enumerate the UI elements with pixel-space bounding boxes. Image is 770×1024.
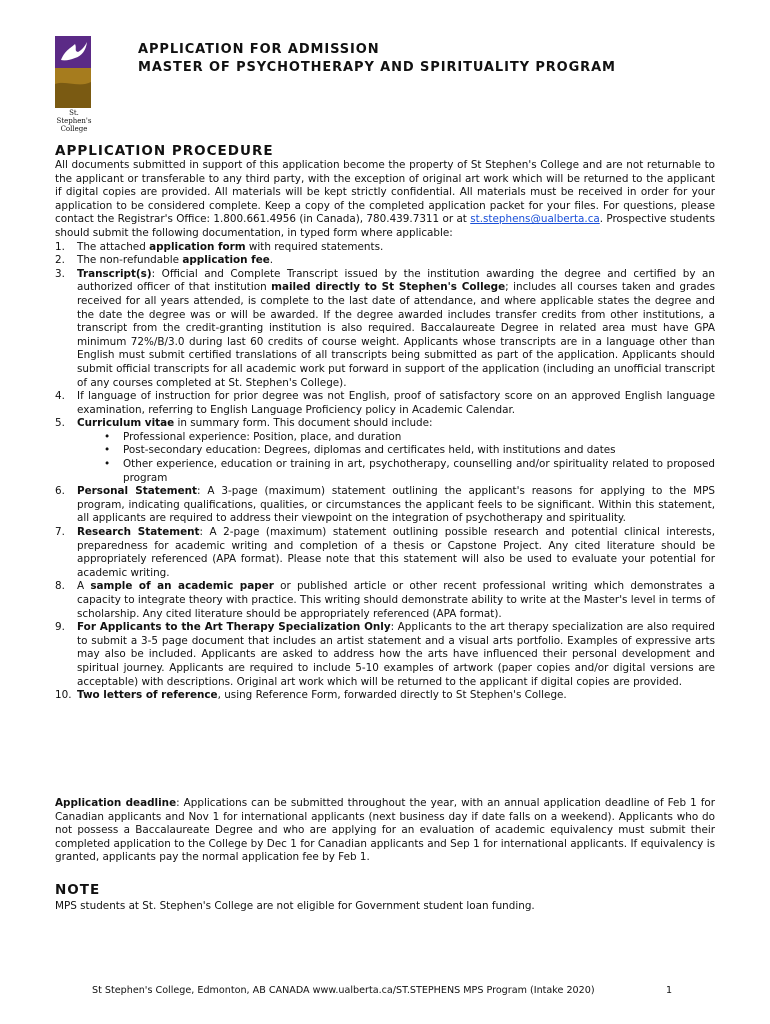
- list-item: 8. A sample of an academic paper or published article or other recent professional writing which demonstrates a capacity to integrate theory with practice. This writing should demonstrate ability to write at the Master's level in terms of scholarship. Any cited literature should be appropriately referenced (APA format).: [55, 580, 715, 620]
- list-item: 4. If language of instruction for prior degree was not English, proof of satisfactory score on an approved English language examination, referring to English Language Proficiency policy in Academic Calendar.: [55, 390, 715, 416]
- procedure-intro: All documents submitted in support of this application become the property of St Stephen's College and are not returnable to the applicant or transferable to any third party, with the exception of original art work which will be returned to the applicant if digital copies are provided. All materials will be kept strictly confidential. All materials must be received in order for your application to be considered complete. Keep a copy of the completed application packet for your files. For questions, please contact the Registrar's Office: 1.800.661.4956 (in Canada), 780.439.7311 or at st.stephens@ualberta.ca. Prospective students should submit the following documentation, in typed form where applicable:: [55, 159, 715, 239]
- deadline-label: Application deadline: [55, 797, 177, 809]
- cv-bullet: • Other experience, education or training in art, psychotherapy, counselling and/or spirituality related to proposed program: [77, 458, 715, 485]
- note-heading: NOTE: [55, 882, 101, 898]
- cv-bullet: • Post-secondary education: Degrees, diplomas and certificates held, with institutions and dates: [77, 444, 715, 458]
- deadline-paragraph: Application deadline: Applications can be submitted throughout the year, with an annual application deadline of Feb 1 for Canadian applicants and Nov 1 for international applicants (next business day if date falls on a weekend). Applicants who do not possess a Baccalaureate Degree and who are applying for an evaluation of academic equivalency must submit their completed application to the College by Dec 1 for Canadian applicants and Sep 1 for international applicants. If equivalency is granted, applicants pay the normal application fee by Feb 1.: [55, 797, 715, 864]
- page-footer: [92, 985, 692, 996]
- cv-bullet: • Professional experience: Position, place, and duration: [77, 431, 715, 445]
- college-logo: [55, 36, 93, 133]
- procedure-body: [55, 159, 715, 703]
- footer-text: St Stephen's College, Edmonton, AB CANADA www.ualberta.ca/ST.STEPHENS MPS Program (Intake 2020): [92, 985, 595, 996]
- list-item: 2. The non-refundable application fee.: [55, 254, 274, 267]
- list-item: 5. Curriculum vitae in summary form. This document should include: • Professional experience: Position, place, and duration • Post-secondary education: Degrees, diplomas and certificates held, with institutions and dates • Other experience, education or training in art, psychotherapy, counselling and/or spirituality related to proposed program: [55, 417, 715, 485]
- college-wordmark: St. Stephen's College: [56, 109, 92, 133]
- list-item: 10. Two letters of reference, using Reference Form, forwarded directly to St Stephen's College.: [55, 689, 567, 702]
- list-item: 3. Transcript(s): Official and Complete Transcript issued by the institution awarding the degree and certified by an authorized officer of that institution mailed directly to St Stephen's College; includes all courses taken and grades received for all years attended, is complete to the last date of attendance, and where applicable states the degree and the date the degree was or will be awarded. If the degree awarded includes transfer credits from other institutions, a transcript from the credit-granting institution is also required. Baccalaureate Degree in related area must have GPA minimum 72%/B/3.0 during last 60 credits of course weight. Applicants whose transcripts are in a language other than English must submit certified translations of all transcripts being submitted as part of the application. Applicants should submit official transcripts for all academic work put forward in support of the application (including an unofficial transcript of any courses completed at St. Stephen's College).: [55, 267, 715, 389]
- header-program: MASTER OF PSYCHOTHERAPY AND SPIRITUALITY PROGRAM: [138, 60, 616, 75]
- note-text: MPS students at St. Stephen's College are not eligible for Government student loan funding.: [55, 900, 535, 912]
- dove-logo-icon: [55, 36, 91, 108]
- list-item: 7. Research Statement: A 2-page (maximum) statement outlining possible research and potential clinical interests, preparedness for academic writing and completion of a thesis or Capstone Project. Any cited literature should be appropriately referenced (APA format). Please note that this statement will also be used to evaluate your potential for academic writing.: [55, 526, 715, 579]
- requirements-list: [55, 241, 715, 703]
- list-item: 6. Personal Statement: A 3-page (maximum) statement outlining the applicant's reasons for applying to the MPS program, indicating qualifications, qualities, or circumstances the applicant feels to be significant. Within this statement, all applicants are required to address their viewpoint on the integration of psychotherapy and spirituality.: [55, 485, 715, 525]
- page-number: 1: [666, 985, 673, 996]
- header-title: APPLICATION FOR ADMISSION: [138, 42, 380, 57]
- procedure-heading: APPLICATION PROCEDURE: [55, 143, 274, 159]
- list-item: 9. For Applicants to the Art Therapy Specialization Only: Applicants to the art therapy specialization are also required to submit a 3-5 page document that includes an artist statement and a visual arts portfolio. Examples of expressive arts may also be included. Applicants are asked to address how the arts have influenced their personal development and spiritual journey. Applicants are required to include 5-10 examples of artwork (paper copies and/or digital versions are acceptable) with descriptions. Original art work which will be returned to the applicant if digital copies are provided.: [55, 621, 715, 688]
- cv-bullet-list: [77, 431, 715, 485]
- registrar-email-link[interactable]: st.stephens@ualberta.ca: [470, 213, 600, 226]
- list-item: 1. The attached application form with required statements.: [55, 240, 384, 253]
- document-header: [138, 41, 738, 77]
